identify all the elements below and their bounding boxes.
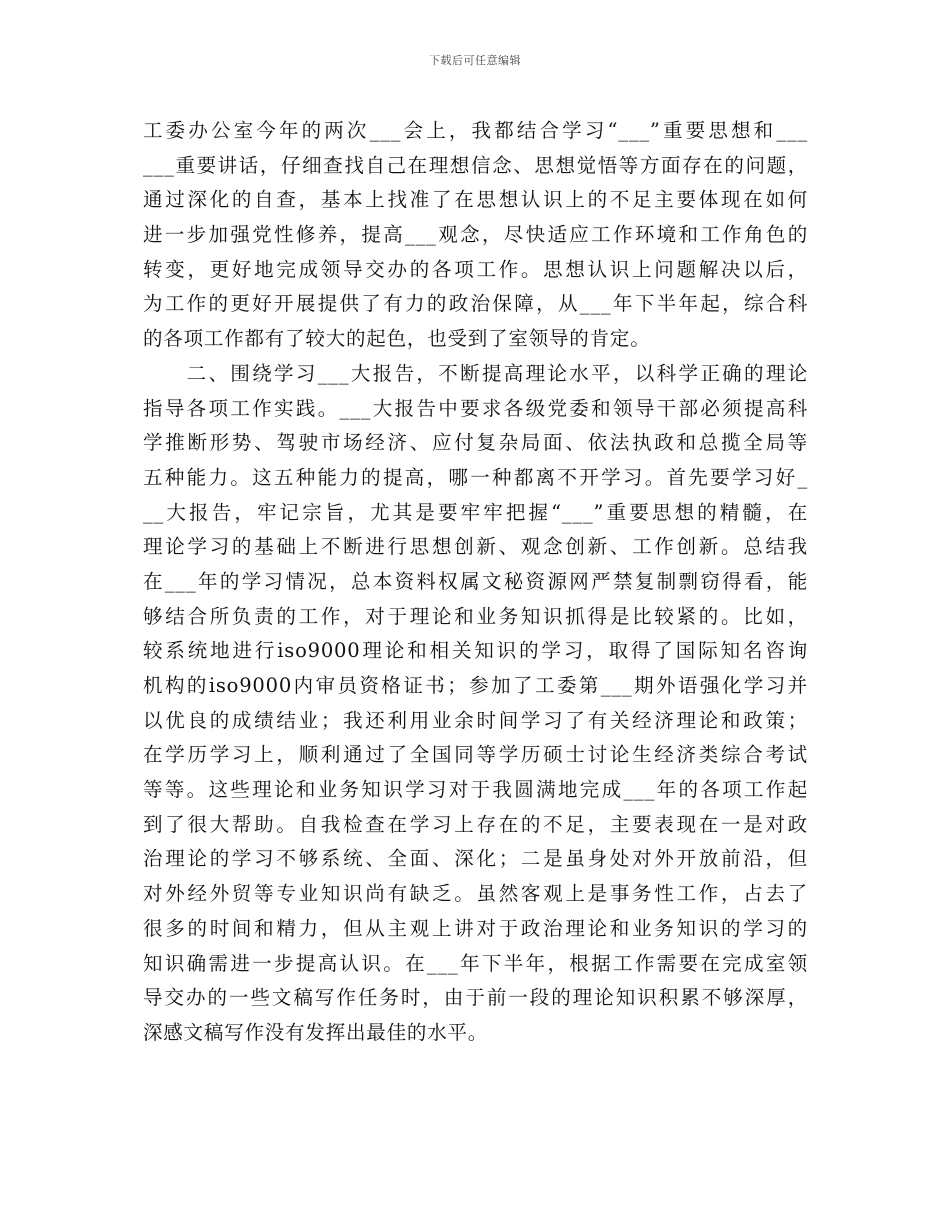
text-line: __大报告，牢记宗旨，尤其是要牢牢把握“___”重要思想的精髓，在 [143,500,808,524]
text-line: 转变，更好地完成领导交办的各项工作。思想认识上问题解决以后， [143,257,808,281]
text-line: 理论学习的基础上不断进行思想创新、观念创新、工作创新。总结我 [143,535,808,559]
text-line: 工委办公室今年的两次___会上，我都结合学习“___”重要思想和___ [143,119,808,142]
text-line: 较系统地进行iso9000理论和相关知识的学习，取得了国际知名咨询 [143,639,808,663]
text-line: 机构的iso9000内审员资格证书；参加了工委第___期外语强化学习并 [143,674,808,697]
text-line: 深感文稿写作没有发挥出最佳的水平。 [143,1020,489,1044]
text-line: 够结合所负责的工作，对于理论和业务知识抓得是比较紧的。比如， [143,604,808,628]
text-line: 以优良的成绩结业；我还利用业余时间学习了有关经济理论和政策； [143,708,808,732]
text-line: 进一步加强党性修养，提高___观念，尽快适应工作环境和工作角色的 [143,223,808,247]
text-line: 导交办的一些文稿写作任务时，由于前一段的理论知识积累不够深厚， [143,986,808,1010]
text-line: 五种能力。这五种能力的提高，哪一种都离不开学习。首先要学习好_ [143,465,808,489]
text-line: 知识确需进一步提高认识。在___年下半年，根据工作需要在完成室领 [143,951,808,975]
text-line: 学推断形势、驾驶市场经济、应付复杂局面、依法执政和总揽全局等 [143,431,808,455]
text-line: ___重要讲话，仔细查找自己在理想信念、思想觉悟等方面存在的问题， [143,153,808,177]
text-line: 的各项工作都有了较大的起色，也受到了室领导的肯定。 [143,327,651,351]
text-line: 在学历学习上，顺利通过了全国同等学历硕士讨论生经济类综合考试 [143,743,808,767]
text-line: 治理论的学习不够系统、全面、深化；二是虽身处对外开放前沿，但 [143,847,808,871]
text-line: 很多的时间和精力，但从主观上讲对于政治理论和业务知识的学习的 [143,916,808,940]
text-line: 通过深化的自查，基本上找准了在思想认识上的不足主要体现在如何 [143,188,808,212]
text-line: 在___年的学习情况，总本资料权属文秘资源网严禁复制剽窃得看，能 [143,569,808,593]
text-line: 对外经外贸等专业知识尚有缺乏。虽然客观上是事务性工作，占去了 [143,882,808,906]
document-body [143,114,808,1051]
text-line: 等等。这些理论和业务知识学习对于我圆满地完成___年的各项工作起 [143,778,808,802]
text-line: 二、围绕学习___大报告，不断提高理论水平，以科学正确的理论 [143,361,808,385]
text-line: 到了很大帮助。自我检查在学习上存在的不足，主要表现在一是对政 [143,812,808,836]
page-header: 下载后可任意编辑 [429,54,521,67]
text-line: 为工作的更好开展提供了有力的政治保障，从___年下半年起，综合科 [143,292,808,316]
text-line: 指导各项工作实践。___大报告中要求各级党委和领导干部必须提高科 [143,396,808,420]
